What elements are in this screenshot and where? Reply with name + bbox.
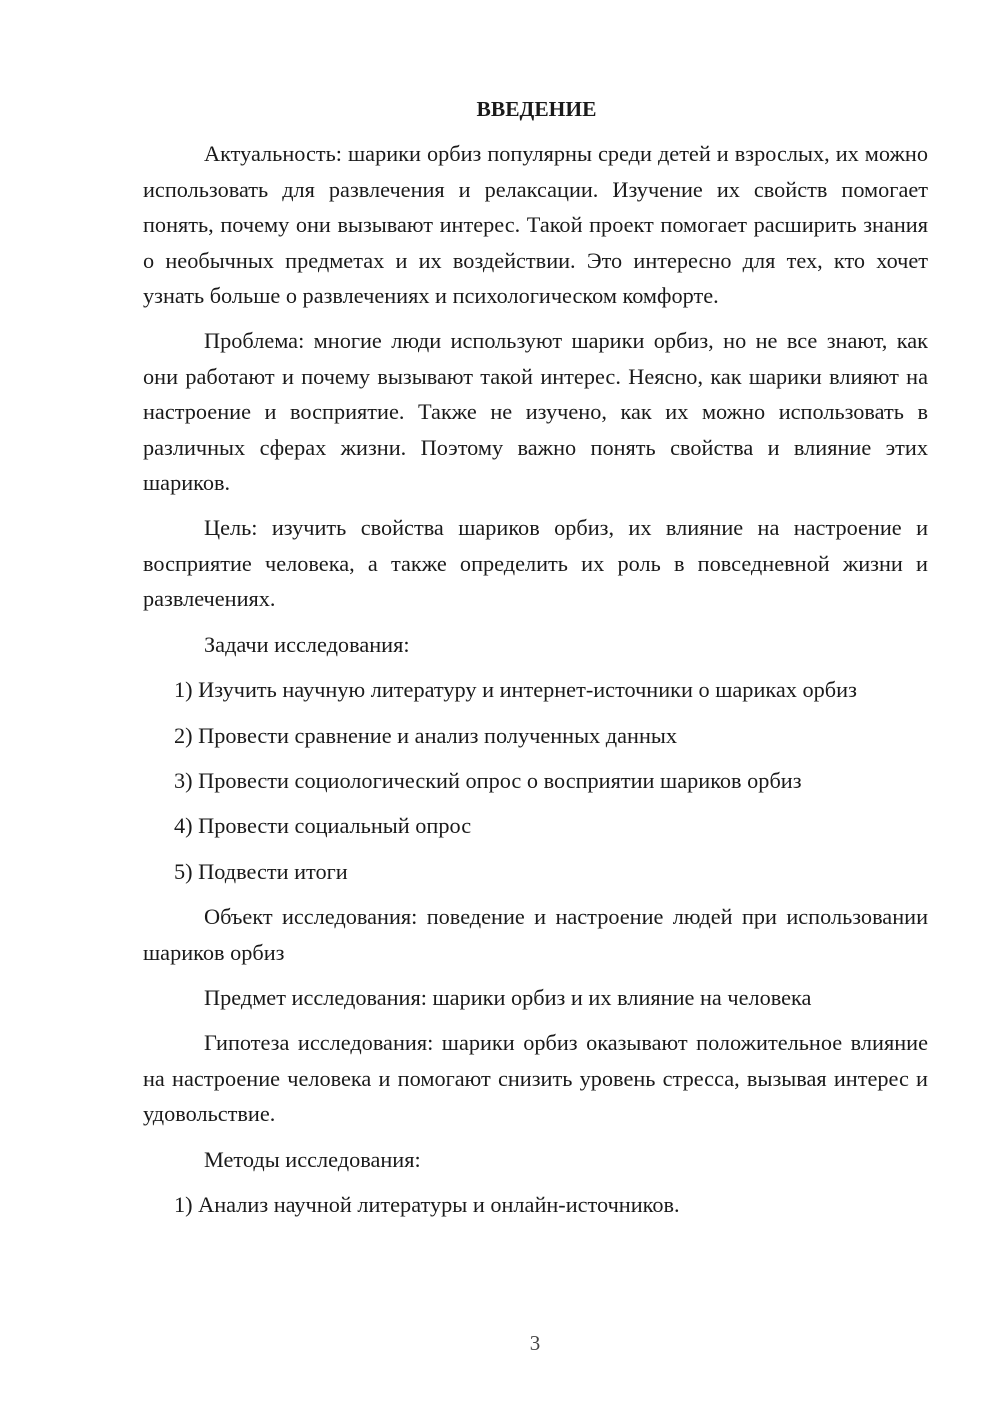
method-item: 1) Анализ научной литературы и онлайн-источников.: [174, 1191, 680, 1217]
relevance-paragraph: Актуальность: шарики орбиз популярны среди детей и взрослых, их можно использовать для развлечения и релаксации. Изучение их свойств помогает понять, почему они вызывают интерес. Такой проект помогает расширить знания о необычных предметах и их воздействии. Это интересно для тех, кто хочет узнать больше о развлечениях и психологическом комфорте.: [143, 141, 928, 309]
task-item: 2) Провести сравнение и анализ полученных данных: [174, 722, 678, 748]
task-item: 5) Подвести итоги: [174, 858, 348, 884]
page-number: 3: [529, 1331, 541, 1355]
methods-heading: Методы исследования:: [204, 1146, 421, 1172]
task-item: 1) Изучить научную литературу и интернет-источники о шариках орбиз: [174, 677, 857, 703]
tasks-list: [143, 672, 928, 889]
subject-paragraph: Предмет исследования: шарики орбиз и их влияние на человека: [204, 984, 812, 1010]
task-item: 4) Провести социальный опрос: [174, 813, 472, 839]
object-paragraph: Объект исследования: поведение и настроение людей при использовании шариков орбиз: [143, 904, 928, 965]
document-page: [143, 92, 928, 1222]
methods-list: [143, 1187, 928, 1222]
hypothesis-paragraph: Гипотеза исследования: шарики орбиз оказывают положительное влияние на настроение человека и помогают снизить уровень стресса, вызывая интерес и удовольствие.: [143, 1030, 928, 1127]
section-title: ВВЕДЕНИЕ: [476, 97, 597, 121]
tasks-heading: Задачи исследования:: [204, 631, 410, 657]
task-item: 3) Провести социологический опрос о восприятии шариков орбиз: [174, 767, 802, 793]
goal-paragraph: Цель: изучить свойства шариков орбиз, их влияние на настроение и восприятие человека, а также определить их роль в повседневной жизни и развлечениях.: [143, 515, 928, 612]
problem-paragraph: Проблема: многие люди используют шарики орбиз, но не все знают, как они работают и почему вызывают такой интерес. Неясно, как шарики влияют на настроение и восприятие. Также не изучено, как их можно использовать в различных сферах жизни. Поэтому важно понять свойства и влияние этих шариков.: [143, 328, 928, 496]
